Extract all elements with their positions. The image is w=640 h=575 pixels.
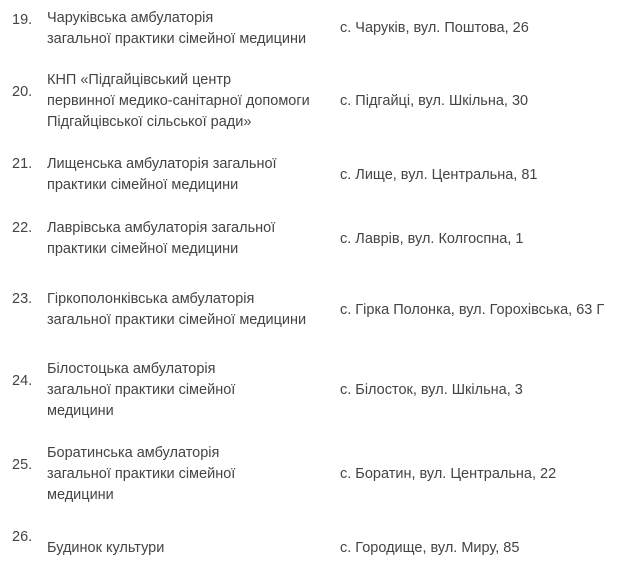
facility-address: с. Боратин, вул. Центральна, 22 bbox=[340, 466, 557, 482]
facility-name-line: загальної практики сімейної bbox=[47, 382, 236, 398]
item-number: 20. bbox=[12, 84, 33, 100]
item-number: 23. bbox=[12, 291, 33, 307]
facility-name-line: загальної практики сімейної медицини bbox=[47, 312, 307, 328]
facility-address: с. Лище, вул. Центральна, 81 bbox=[340, 167, 538, 183]
facility-name-line: Лаврівська амбулаторія загальної bbox=[47, 220, 276, 236]
facility-address: с. Підгайці, вул. Шкільна, 30 bbox=[340, 93, 529, 109]
item-number: 26. bbox=[12, 529, 33, 545]
facility-address: с. Городище, вул. Миру, 85 bbox=[340, 540, 520, 556]
facility-name bbox=[47, 289, 339, 331]
facility-name-line: Білостоцька амбулаторія bbox=[47, 361, 216, 377]
facility-name bbox=[47, 538, 339, 559]
facility-name bbox=[47, 218, 339, 260]
facility-name bbox=[47, 70, 339, 133]
item-number: 19. bbox=[12, 12, 33, 28]
facility-address: с. Чаруків, вул. Поштова, 26 bbox=[340, 20, 529, 36]
facility-name-line: загальної практики сімейної bbox=[47, 466, 236, 482]
facility-address: с. Лаврів, вул. Колгоспна, 1 bbox=[340, 231, 524, 247]
facility-name bbox=[47, 154, 339, 196]
facility-name-line: практики сімейної медицини bbox=[47, 177, 239, 193]
item-number: 25. bbox=[12, 457, 33, 473]
facility-name-line: Боратинська амбулаторія bbox=[47, 445, 220, 461]
facility-name-line: Чаруківська амбулаторія bbox=[47, 10, 214, 26]
facility-name-line: загальної практики сімейної медицини bbox=[47, 31, 307, 47]
facility-address: с. Білосток, вул. Шкільна, 3 bbox=[340, 382, 523, 398]
item-number: 22. bbox=[12, 220, 33, 236]
facility-name bbox=[47, 443, 339, 506]
facility-name bbox=[47, 359, 339, 422]
facility-name-line: практики сімейної медицини bbox=[47, 241, 239, 257]
facility-name-line: первинної медико-санітарної допомоги bbox=[47, 93, 310, 109]
item-number: 21. bbox=[12, 156, 33, 172]
facility-name-line: медицини bbox=[47, 403, 114, 419]
item-number: 24. bbox=[12, 373, 33, 389]
facility-name-line: Гіркополонківська амбулаторія bbox=[47, 291, 255, 307]
facility-name bbox=[47, 8, 339, 50]
facility-name-line: Лищенська амбулаторія загальної bbox=[47, 156, 277, 172]
facility-address: с. Гірка Полонка, вул. Горохівська, 63 Г bbox=[340, 302, 605, 318]
facility-name-line: КНП «Підгайцівський центр bbox=[47, 72, 232, 88]
facility-name-line: Підгайцівської сільської ради» bbox=[47, 114, 252, 130]
facility-name-line: медицини bbox=[47, 487, 114, 503]
facility-name-line: Будинок культури bbox=[47, 540, 165, 556]
